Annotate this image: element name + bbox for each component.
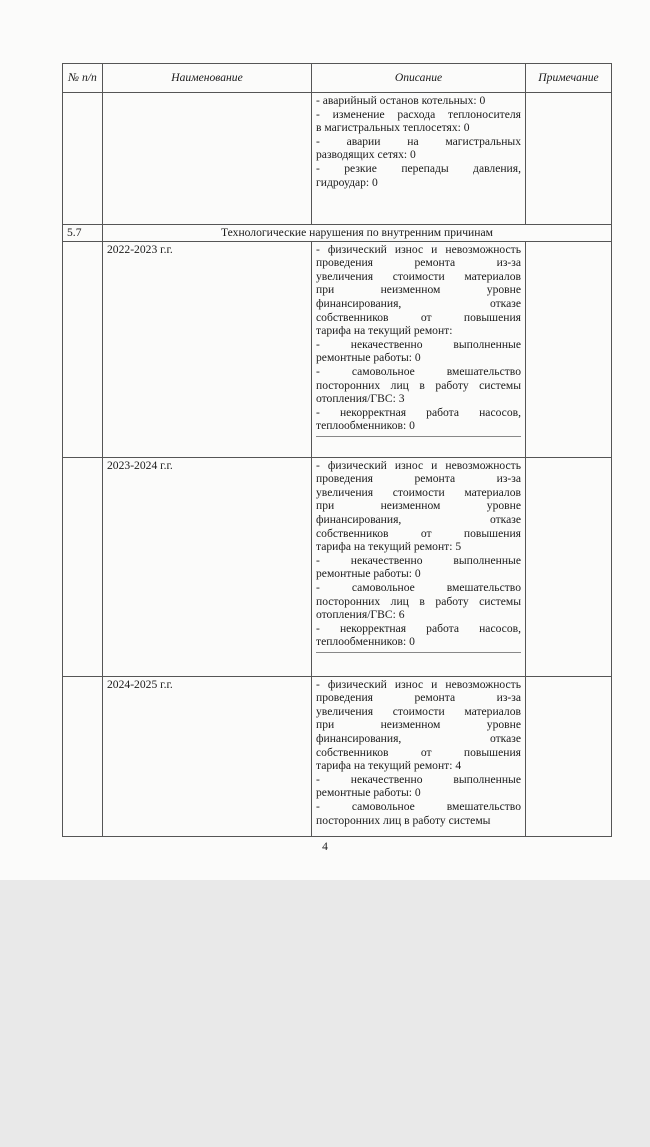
description-line: ремонтные работы: 0 (316, 351, 421, 365)
period-name: 2022-2023 г.г. (103, 241, 312, 457)
table-header-row (63, 64, 612, 93)
description-line: разводящих сетях: 0 (316, 148, 416, 162)
data-table (62, 63, 612, 837)
description-line: - самовольное вмешательство (316, 580, 521, 594)
cell-note (526, 241, 612, 457)
continued-row (63, 93, 612, 225)
description-line: - физический износ и невозможность (316, 677, 521, 691)
cell-note (526, 93, 612, 225)
description-line: - физический износ и невозможность (316, 458, 521, 472)
cell-num (63, 676, 103, 836)
description-line: проведения ремонта из-за (316, 691, 521, 705)
description-line: - изменение расхода теплоносителя (316, 107, 521, 121)
period-name: 2024-2025 г.г. (103, 676, 312, 836)
header-description: Описание (312, 64, 526, 93)
cell-name (103, 93, 312, 225)
description-line: - аварии на магистральных (316, 134, 521, 148)
cell-description (312, 241, 526, 457)
table-row (63, 241, 612, 457)
section-title: Технологические нарушения по внутренним причинам (103, 225, 612, 242)
description-line: финансирования, отказе (316, 731, 521, 745)
period-name: 2023-2024 г.г. (103, 457, 312, 676)
description-line: увеличения стоимости материалов (316, 269, 521, 283)
description-line: финансирования, отказе (316, 512, 521, 526)
header-num: № п/п (63, 64, 103, 93)
description-line: собственников от повышения (316, 745, 521, 759)
description-line: собственников от повышения (316, 526, 521, 540)
description-line: отопления/ГВС: 3 (316, 392, 405, 406)
divider (316, 652, 521, 653)
description-line: - самовольное вмешательство (316, 799, 521, 813)
description-line: тарифа на текущий ремонт: (316, 324, 453, 338)
header-note: Примечание (526, 64, 612, 93)
description-line: - резкие перепады давления, (316, 161, 521, 175)
cell-note (526, 676, 612, 836)
description-line: посторонних лиц в работу системы (316, 594, 521, 608)
cell-description (312, 457, 526, 676)
description-line: ремонтные работы: 0 (316, 567, 421, 581)
description-line: проведения ремонта из-за (316, 256, 521, 270)
page-number: 4 (322, 840, 328, 853)
description-line: - некачественно выполненные (316, 337, 521, 351)
description-line: теплообменников: 0 (316, 419, 415, 433)
divider (316, 436, 521, 437)
description-line: посторонних лиц в работу системы (316, 813, 491, 827)
description-line: при неизменном уровне (316, 283, 521, 297)
description-line: в магистральных теплосетях: 0 (316, 121, 470, 135)
description-line: при неизменном уровне (316, 718, 521, 732)
description-line: тарифа на текущий ремонт: 5 (316, 540, 462, 554)
cell-num (63, 241, 103, 457)
description-line: - некорректная работа насосов, (316, 405, 521, 419)
description-line: собственников от повышения (316, 310, 521, 324)
description-line: - некорректная работа насосов, (316, 621, 521, 635)
table-row (63, 676, 612, 836)
cell-description (312, 93, 526, 225)
description-line: гидроудар: 0 (316, 175, 378, 189)
description-line: ремонтные работы: 0 (316, 786, 421, 800)
cell-note (526, 457, 612, 676)
header-name: Наименование (103, 64, 312, 93)
description-line: теплообменников: 0 (316, 635, 415, 649)
cell-num (63, 457, 103, 676)
description-line: - некачественно выполненные (316, 772, 521, 786)
description-line: - некачественно выполненные (316, 553, 521, 567)
cell-description (312, 676, 526, 836)
description-line: отопления/ГВС: 6 (316, 608, 405, 622)
description-line: тарифа на текущий ремонт: 4 (316, 759, 462, 773)
cell-num (63, 93, 103, 225)
section-row (63, 225, 612, 242)
description-line: проведения ремонта из-за (316, 472, 521, 486)
description-line: - аварийный останов котельных: 0 (316, 94, 486, 107)
section-number: 5.7 (63, 225, 103, 242)
description-line: посторонних лиц в работу системы (316, 378, 521, 392)
description-line: увеличения стоимости материалов (316, 704, 521, 718)
description-line: - физический износ и невозможность (316, 242, 521, 256)
description-line: увеличения стоимости материалов (316, 485, 521, 499)
description-line: финансирования, отказе (316, 296, 521, 310)
description-line: - самовольное вмешательство (316, 364, 521, 378)
table-row (63, 457, 612, 676)
description-line: при неизменном уровне (316, 499, 521, 513)
